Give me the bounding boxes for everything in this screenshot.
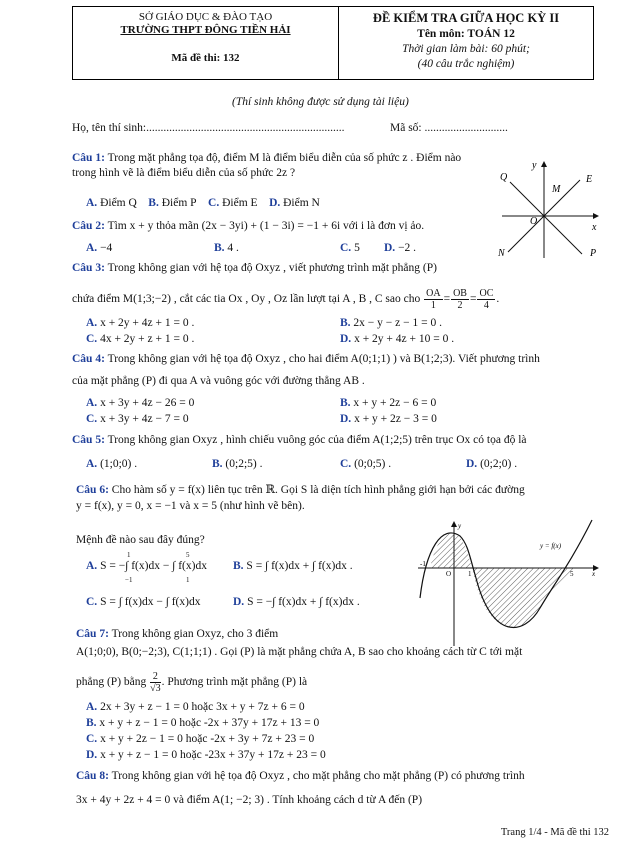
q1-figure: [494, 156, 604, 262]
q8-line2: 3x + 4y + 2z + 4 = 0 và điểm A(1; −2; 3) . Tính khoảng cách d từ A đến (P): [76, 794, 423, 806]
exam-count: (40 câu trắc nghiệm): [417, 58, 515, 70]
q4-opt-d: D. x + y + 2z − 3 = 0: [340, 413, 437, 425]
q5-opt-b: B. (0;2;5) .: [212, 458, 263, 470]
q4-line1: Câu 4: Trong không gian với hệ tọa độ Oxyz , cho hai điểm A(0;1;1) ) và B(1;2;3). Viết phương trình: [72, 353, 540, 365]
q3-line1: Câu 3: Trong không gian với hệ tọa độ Oxyz , viết phương trình mặt phẳng (P): [72, 262, 437, 274]
q6-region-1: [430, 533, 472, 568]
q5-opt-c: C. (0;0;5) .: [340, 458, 392, 470]
q5-opt-a: A. (1;0;0) .: [86, 458, 138, 470]
q3-frac-oa: $\frac{OA}{1}$: [426, 288, 441, 311]
q6-region-2: [472, 568, 574, 627]
q7-line3: phẳng (P) bằng $\frac{2}{√3}$ . Phương trình mặt phẳng (P) là: [76, 671, 308, 694]
q6-tick-1: 1: [468, 570, 472, 578]
header-dept: SỞ GIÁO DỤC & ĐÀO TẠO: [138, 11, 273, 23]
q1-label-e: E: [586, 174, 593, 185]
q8-line1: Câu 8: Trong không gian với hệ tọa độ Oxyz , cho mặt phẳng cho mặt phẳng (P) có phương trình: [76, 770, 525, 782]
q3-line2: chứa điểm M(1;3;−2) , cắt các tia Ox , Oy , Oz lần lượt tại A , B , C sao cho $\frac{OA}{1}$ = $\frac{OB}{2}$ = $\frac{OC}{4}$ .: [72, 288, 500, 311]
q4-line2: của mặt phẳng (P) đi qua A và vuông góc với đường thẳng AB .: [72, 375, 365, 387]
q1-line2: trong hình vẽ là điểm biểu diễn của số phức 2z ?: [72, 167, 296, 179]
q4-opt-a: A. x + 3y + 4z − 26 = 0: [86, 397, 195, 409]
q3-opt-b: B. 2x − y − z − 1 = 0 .: [340, 317, 442, 329]
exam-subject: Tên môn: TOÁN 12: [417, 28, 515, 40]
q1-label-n: N: [498, 248, 505, 259]
q6-y-label: y: [458, 522, 462, 530]
q7-opt-c: C. x + y + 2z − 1 = 0 hoặc -2x + 3y + 7z + 23 = 0: [86, 733, 315, 745]
q2-opt-d: D. −2 .: [384, 242, 417, 254]
q3-frac-ob: $\frac{OB}{2}$: [453, 288, 467, 311]
q6-x-label: x: [592, 570, 596, 578]
q7-line1: Câu 7: Trong không gian Oxyz, cho 3 điểm: [76, 628, 279, 640]
q5-opt-d: D. (0;2;0) .: [466, 458, 518, 470]
q6-fn-label: y = f(x): [540, 542, 562, 550]
q6-opt-a: A. S = −∫ f(x)dx − ∫ f(x)dx: [86, 560, 207, 572]
q1-line-qp: [510, 182, 582, 254]
q6-limit: −1: [125, 576, 133, 584]
q4-opt-c: C. x + 3y + 4z − 7 = 0: [86, 413, 189, 425]
q1-label-p: P: [590, 248, 597, 259]
q6-line2: y = f(x), y = 0, x = −1 và x = 5 (như hình vẽ bên).: [76, 500, 305, 512]
q1-label-o: O: [530, 216, 538, 227]
q6-opt-c: C. S = ∫ f(x)dx − ∫ f(x)dx: [86, 596, 201, 608]
q7-line2: A(1;0;0), B(0;−2;3), C(1;1;1) . Gọi (P) là mặt phẳng chứa A, B sao cho khoảng cách từ C tới mặt: [76, 646, 523, 658]
exam-title: ĐỀ KIỂM TRA GIỮA HỌC KỲ II: [372, 11, 560, 25]
q4-opt-b: B. x + y + 2z − 6 = 0: [340, 397, 437, 409]
q6-limit: 5: [186, 551, 190, 559]
header-school: TRƯỜNG THPT ĐÔNG TIỀN HẢI: [120, 24, 291, 36]
q3-opt-d: D. x + 2y + 4z + 10 = 0 .: [340, 333, 455, 345]
student-name: Họ, tên thí sinh:.....................................................................: [72, 122, 345, 134]
q2-opt-c: C. 5: [340, 242, 360, 254]
q1-label-q: Q: [500, 172, 508, 183]
q6-ask: Mệnh đề nào sau đây đúng?: [76, 534, 205, 546]
page-footer: Trang 1/4 - Mã đề thi 132: [500, 827, 609, 838]
q1-line1: Câu 1: Trong mặt phẳng tọa độ, điểm M là điểm biểu diễn của số phức z . Điểm nào: [72, 152, 462, 164]
q2-options: A. −4: [86, 242, 113, 254]
q1-options: A. Điểm Q B. Điểm P C. Điểm E D. Điểm N: [86, 197, 320, 209]
note: (Thí sinh không được sử dụng tài liệu): [232, 96, 409, 108]
q3-opt-c: C. 4x + 2y + z + 1 = 0 .: [86, 333, 195, 345]
q7-opt-d: D. x + y + z − 1 = 0 hoặc -23x + 37y + 17z + 23 = 0: [86, 749, 326, 761]
q1-label-y: y: [532, 160, 537, 171]
q2-line: Câu 2: Tìm x + y thỏa mãn (2x − 3yi) + (1 − 3i) = −1 + 6i với i là đơn vị ảo.: [72, 220, 425, 232]
q6-limit: 1: [127, 551, 131, 559]
q6-tick-minus1: -1: [420, 560, 426, 568]
q3-opt-a: A. x + 2y + 4z + 1 = 0 .: [86, 317, 195, 329]
q6-limit: 1: [186, 576, 190, 584]
q1-label-m: M: [552, 184, 561, 195]
q6-opt-d: D. S = −∫ f(x)dx + ∫ f(x)dx .: [233, 596, 360, 608]
exam-code: Mã đề thi: 132: [171, 52, 240, 64]
q6-figure: [408, 518, 603, 650]
q3-frac-oc: $\frac{OC}{4}$: [479, 288, 494, 311]
q2-opt-b: B. 4 .: [214, 242, 239, 254]
q5-line: Câu 5: Trong không gian Oxyz , hình chiếu vuông góc của điểm A(1;2;5) trên trục Ox có tọa độ là: [72, 434, 527, 446]
q6-o-label: O: [446, 570, 452, 578]
q6-opt-b: B. S = ∫ f(x)dx + ∫ f(x)dx .: [233, 560, 353, 572]
q6-tick-5: 5: [570, 570, 574, 578]
q7-opt-b: B. x + y + z − 1 = 0 hoặc -2x + 37y + 17z + 13 = 0: [86, 717, 320, 729]
student-id: Mã số: .............................: [390, 122, 508, 134]
header-box: [72, 6, 594, 80]
exam-time: Thời gian làm bài: 60 phút;: [402, 43, 530, 55]
q7-frac: $\frac{2}{√3}$: [150, 671, 161, 694]
q6-line1: Câu 6: Cho hàm số y = f(x) liên tục trên ℝ. Gọi S là diện tích hình phẳng giới hạn bởi các đường: [76, 484, 525, 496]
q7-opt-a: A. 2x + 3y + z − 1 = 0 hoặc 3x + y + 7z + 6 = 0: [86, 701, 305, 713]
q1-label-x: x: [592, 222, 597, 233]
